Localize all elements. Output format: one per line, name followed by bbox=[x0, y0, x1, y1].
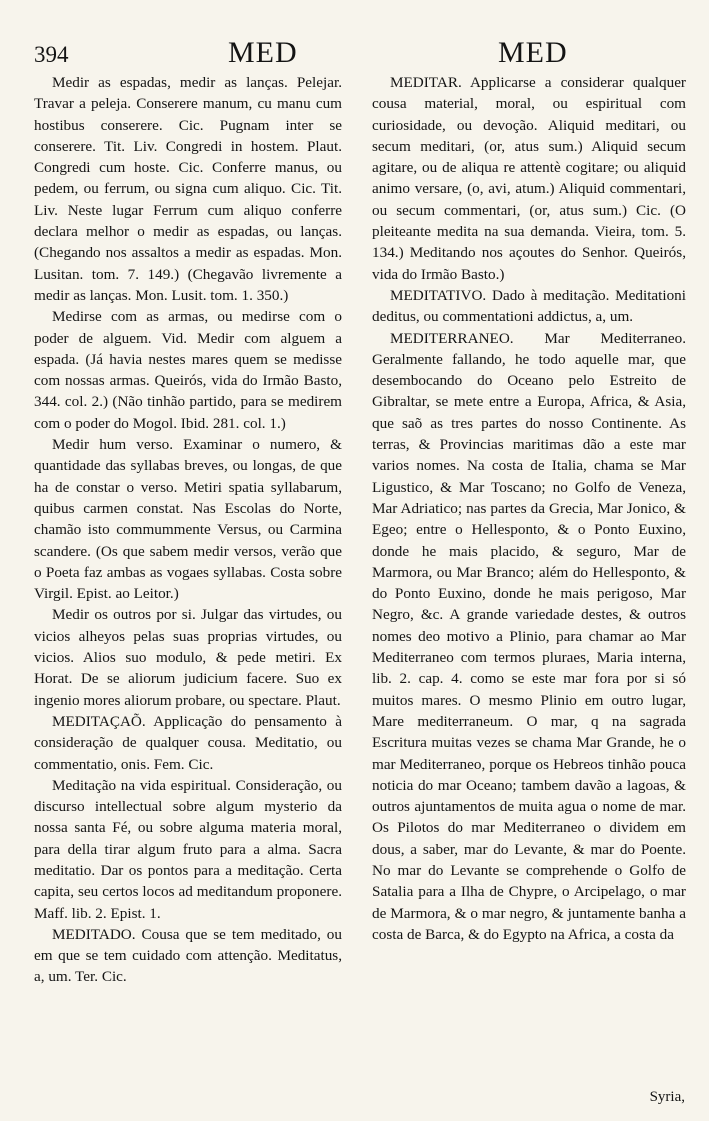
entry-paragraph: MEDITADO. Cousa que se tem meditado, ou em que se tem cuidado com attenção. Meditatus, a, um. Ter. Cic. bbox=[34, 925, 342, 986]
left-column bbox=[34, 72, 342, 988]
entry-paragraph: MEDITATIVO. Dado à meditação. Meditationi deditus, ou commentationi addictus, a, um. bbox=[372, 286, 686, 326]
entry-paragraph: MEDITERRANEO. Mar Mediterraneo. Geralmente fallando, he todo aquelle mar, que desembocando do Oceano pelo Estreito de Gibraltar, se mete entre a Europa, Africa, & Asia, que saõ as tres partes do nosso Continente. As terras, & Provincias maritimas dão a este mar varios nomes. Na costa de Italia, chama se Mar Ligustico, & Mar Toscano; no Golfo de Veneza, Mar Adriatico; nas partes da Grecia, Mar Jonico, & Egeo; entre o Hellesponto, & o Ponto Euxino, donde he mais placido, & seguro, Mar de Marmora, ou Mar Branco; além do Hellesponto, & do Ponto Euxino, donde he mais perigoso, Mar Negro, &c. A grande variedade destes, & outros nomes deo motivo a Plinio, para chamar ao Mar Mediterraneo com termos pluraes, Maria interna, lib. 2. cap. 4. como se este mar fora por si só muitos mares. O mesmo Plinio em outro lugar, Mare mediterraneum. O mar, q na sagrada Escritura muitas vezes se chama Mar Grande, he o mar Mediterraneo, porque os Hebreos tinhão pouca noticia do mar Oceano; tambem davão a lagoas, & outros ajuntamentos de muita agua o nome de mar. Os Pilotos do mar Mediterraneo o dividem em dous, a saber, mar do Levante, & mar do Poente. No mar do Levante se comprehende o Golfo de Satalia para a Ilha de Chypre, o Arcipelago, o mar de Marmora, & o mar negro, & juntamente banha a costa de Barca, & do Egypto na Africa, a costa da bbox=[372, 329, 686, 943]
catchword: Syria, bbox=[649, 1089, 685, 1105]
entry-paragraph: Medir as espadas, medir as lanças. Pelejar. Travar a peleja. Conserere manum, cu manu cum hostibus conserere. Cic. Pugnam inter se conserere. Tit. Liv. Congredi in hostem. Plaut. Congredi cum hoste. Cic. Conferre manus, ou pedem, ou ferrum, ou signa cum aliquo. Cic. Tit. Liv. Neste lugar Ferrum cum aliquo conferre declara melhor o medir as espadas, ou lanças. (Chegando nos assaltos a medir as espadas. Mon. Lusitan. tom. 7. 149.) (Chegavão livremente a medir as lanças. Mon. Lusit. tom. 1. 350.) bbox=[34, 74, 342, 304]
entry-paragraph: Medir os outros por si. Julgar das virtudes, ou vicios alheyos pelas suas proprias virtudes, ou vicios. Alios suo modulo, & pede metiri. Ex Horat. De se aliorum judicium facere. Suo ex ingenio mores aliorum probare, ou spectare. Plaut. bbox=[34, 606, 342, 709]
entry-paragraph: Meditação na vida espiritual. Consideração, ou discurso intellectual sobre algum mysterio da nossa santa Fé, ou sobre alguma materia moral, para della tirar algum fruto para a alma. Sacra meditatio. Dar os pontos para a meditação. Certa capita, seu certos locos ad meditandum proponere. Maff. lib. 2. Epist. 1. bbox=[34, 776, 342, 922]
running-head-right: MED bbox=[498, 36, 568, 69]
entry-paragraph: Medirse com as armas, ou medirse com o poder de alguem. Vid. Medir com alguem a espada. (Já havia nestes mares quem se medisse com nossas armas. Queirós, vida do Irmão Basto, 344. col. 2.) (Não tinhão partido, para se medirem com o poder do Mogol. Ibid. 281. col. 1.) bbox=[34, 308, 342, 432]
entry-paragraph: Medir hum verso. Examinar o numero, & quantidade das syllabas breves, ou longas, de que ha de constar o verso. Metiri spatia syllabarum, quibus carmen constat. Nas Escolas do Norte, chamão isto commummente Versus, ou Carmina scandere. (Os que sabem medir versos, verão que o Poeta faz ambas as vogaes syllabas. Costa sobre Virgil. Epist. ao Leitor.) bbox=[34, 436, 342, 603]
right-column bbox=[372, 72, 686, 945]
running-head-left: MED bbox=[228, 36, 298, 69]
entry-paragraph: MEDITAR. Applicarse a considerar qualquer cousa material, moral, ou espiritual com curiosidade, ou devoção. Aliquid meditari, ou secum meditari, (or, atus sum.) Aliquid secum agitare, ou de aliqua re attentè cogitare; ou aliquid animo versare, (o, avi, atum.) Aliquid commentari, ou secum commentari, (or, atus sum.) Cic. (O pleiteante medita na sua demanda. Vieira, tom. 5. 134.) Meditando nos açoutes do Senhor. Queirós, vida do Irmão Basto.) bbox=[372, 74, 686, 283]
entry-paragraph: MEDITAÇAÕ. Applicação do pensamento à consideração de qualquer cousa. Meditatio, ou commentatio, onis. Fem. Cic. bbox=[34, 712, 342, 773]
page-number: 394 bbox=[34, 42, 69, 67]
page-header bbox=[28, 36, 687, 70]
